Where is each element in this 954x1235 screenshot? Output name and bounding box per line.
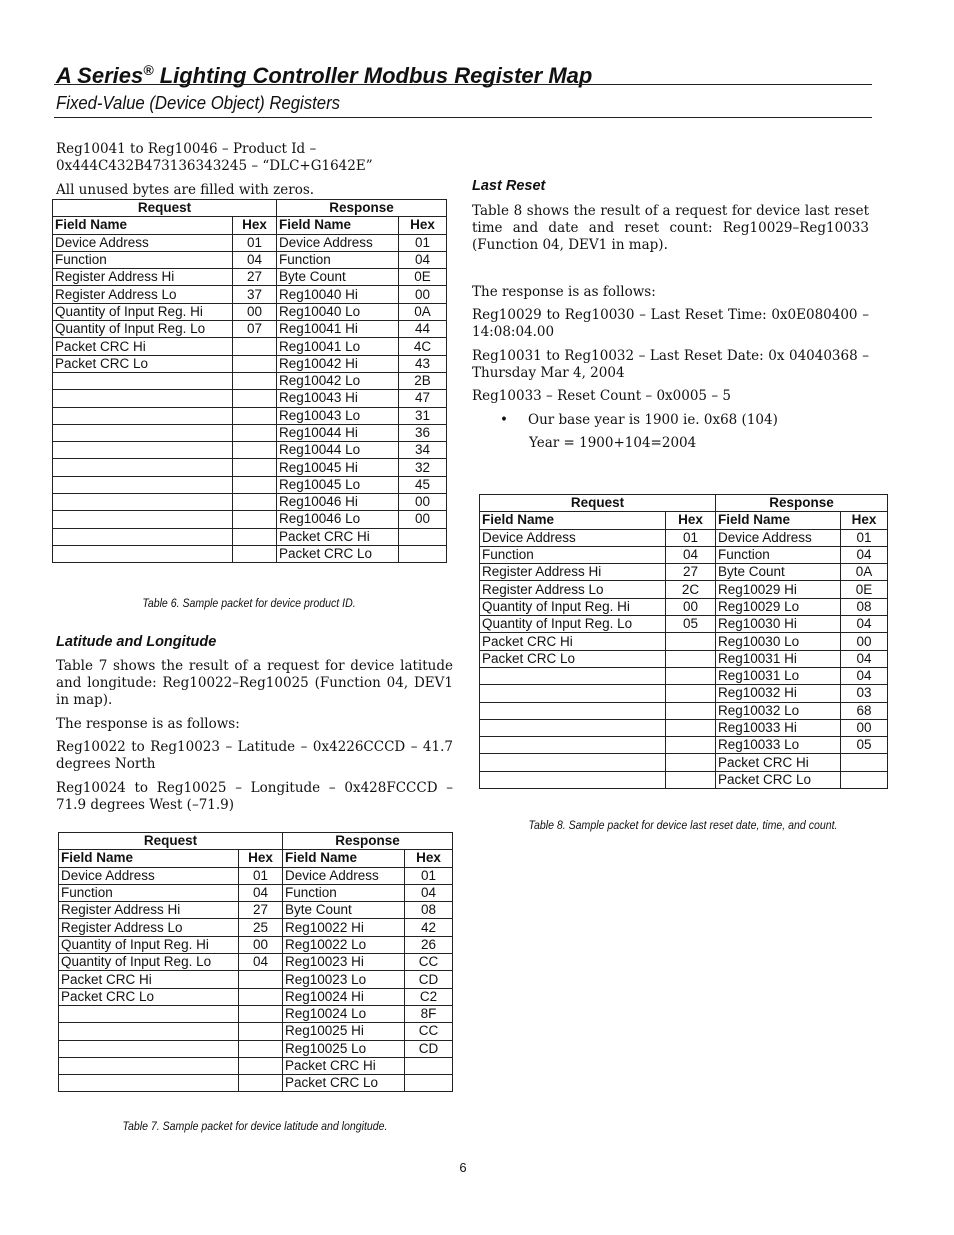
request-hex-cell: 37 <box>233 286 277 303</box>
table-row <box>53 424 447 441</box>
request-field-cell <box>53 476 233 493</box>
table-row <box>59 954 453 971</box>
request-hex-cell: 04 <box>239 954 283 971</box>
request-field-cell: Register Address Hi <box>59 902 239 919</box>
response-field-cell: Reg10029 Lo <box>716 598 841 615</box>
table-row <box>53 372 447 389</box>
response-field-cell: Byte Count <box>283 902 405 919</box>
bullet-subtext: Year = 1900+104=2004 <box>529 435 697 451</box>
response-group-header: Response <box>283 833 453 850</box>
product-id-line-2: 0x444C432B473136343245 – “DLC+G1642E” <box>56 158 373 174</box>
request-hex-cell <box>233 528 277 545</box>
response-hex-cell: 44 <box>399 321 447 338</box>
table-row <box>59 1075 453 1092</box>
table-row <box>480 564 888 581</box>
response-hex-cell: 42 <box>405 919 453 936</box>
response-group-header: Response <box>277 200 447 217</box>
table-row <box>53 528 447 545</box>
response-field-cell: Reg10032 Hi <box>716 685 841 702</box>
response-hex-cell <box>841 754 888 771</box>
table-row <box>480 771 888 788</box>
table-row <box>480 719 888 736</box>
col-hex: Hex <box>233 217 277 234</box>
response-field-cell: Function <box>283 884 405 901</box>
request-field-cell <box>59 1057 239 1074</box>
request-field-cell: Packet CRC Hi <box>59 971 239 988</box>
table-group-header <box>480 495 888 512</box>
response-field-cell: Reg10045 Lo <box>277 476 399 493</box>
request-field-cell <box>53 424 233 441</box>
col-field-name: Field Name <box>53 217 233 234</box>
product-id-intro <box>56 141 456 199</box>
request-hex-cell <box>666 737 716 754</box>
request-field-cell: Register Address Hi <box>480 564 666 581</box>
request-field-cell <box>53 528 233 545</box>
table-row <box>53 407 447 424</box>
request-hex-cell: 25 <box>239 919 283 936</box>
response-hex-cell <box>405 1057 453 1074</box>
request-hex-cell: 00 <box>666 598 716 615</box>
request-hex-cell: 05 <box>666 616 716 633</box>
table-row <box>480 650 888 667</box>
response-field-cell: Device Address <box>277 234 399 251</box>
request-field-cell: Function <box>480 546 666 563</box>
response-hex-cell: 26 <box>405 936 453 953</box>
latlon-paragraph-1: Table 7 shows the result of a request for device latitude and longitude: Reg10022–Reg10025 (Function 04, DEV1 in map). <box>56 658 453 708</box>
reset-paragraph-5: Reg10033 – Reset Count – 0x0005 – 5 <box>472 388 731 404</box>
request-hex-cell <box>666 633 716 650</box>
table-row <box>59 1005 453 1022</box>
request-field-cell: Quantity of Input Reg. Hi <box>53 303 233 320</box>
request-field-cell: Quantity of Input Reg. Hi <box>480 598 666 615</box>
request-field-cell: Packet CRC Lo <box>59 988 239 1005</box>
table-row <box>480 598 888 615</box>
table-column-header <box>480 512 888 529</box>
response-hex-cell: 68 <box>841 702 888 719</box>
response-field-cell: Reg10033 Hi <box>716 719 841 736</box>
request-field-cell <box>53 390 233 407</box>
page-subtitle: Fixed-Value (Device Object) Registers <box>56 93 341 113</box>
response-group-header: Response <box>716 495 888 512</box>
response-hex-cell: 01 <box>399 234 447 251</box>
response-hex-cell <box>399 545 447 562</box>
table-6-caption: Table 6. Sample packet for device product ID. <box>142 596 356 610</box>
reset-paragraph-2: The response is as follows: <box>472 284 656 300</box>
latlon-paragraph-2: The response is as follows: <box>56 716 240 732</box>
response-field-cell: Reg10023 Lo <box>283 971 405 988</box>
table-row <box>480 633 888 650</box>
table-row <box>59 971 453 988</box>
response-field-cell: Function <box>277 251 399 268</box>
last-reset-heading: Last Reset <box>472 178 546 194</box>
table-column-header <box>53 217 447 234</box>
request-hex-cell: 01 <box>233 234 277 251</box>
response-hex-cell: 04 <box>841 650 888 667</box>
product-id-line-3: All unused bytes are filled with zeros. <box>56 182 315 198</box>
request-field-cell: Register Address Lo <box>53 286 233 303</box>
table-row <box>53 286 447 303</box>
response-hex-cell: 32 <box>399 459 447 476</box>
bullet-text: Our base year is 1900 ie. 0x68 (104) <box>528 412 778 428</box>
reset-paragraph-1: Table 8 shows the result of a request for device last reset time and date and reset count: Reg10029–Reg10033 (Function 04, DEV1 in map). <box>472 203 869 253</box>
request-hex-cell: 01 <box>239 867 283 884</box>
table-row <box>53 321 447 338</box>
page-number: 6 <box>459 1160 467 1175</box>
table-row <box>59 884 453 901</box>
table-column-header <box>59 850 453 867</box>
latlon-paragraph-3: Reg10022 to Reg10023 – Latitude – 0x4226CCCD – 41.7 degrees North <box>56 739 453 772</box>
request-field-cell <box>480 771 666 788</box>
response-hex-cell: 08 <box>405 902 453 919</box>
request-hex-cell <box>239 988 283 1005</box>
response-hex-cell: 0A <box>841 564 888 581</box>
request-hex-cell <box>666 667 716 684</box>
table-row <box>59 1040 453 1057</box>
table-row <box>53 355 447 372</box>
col-field-name: Field Name <box>59 850 239 867</box>
response-field-cell: Reg10044 Hi <box>277 424 399 441</box>
request-field-cell: Quantity of Input Reg. Lo <box>53 321 233 338</box>
response-field-cell: Reg10041 Hi <box>277 321 399 338</box>
col-hex: Hex <box>239 850 283 867</box>
request-hex-cell <box>233 545 277 562</box>
response-field-cell: Reg10042 Lo <box>277 372 399 389</box>
response-field-cell: Reg10023 Hi <box>283 954 405 971</box>
response-hex-cell: 05 <box>841 737 888 754</box>
response-field-cell: Device Address <box>716 529 841 546</box>
response-hex-cell: 04 <box>841 546 888 563</box>
request-field-cell: Quantity of Input Reg. Lo <box>480 616 666 633</box>
response-hex-cell: 47 <box>399 390 447 407</box>
request-field-cell: Device Address <box>59 867 239 884</box>
response-hex-cell: 31 <box>399 407 447 424</box>
request-hex-cell: 27 <box>233 269 277 286</box>
table-row <box>53 459 447 476</box>
response-hex-cell: 01 <box>405 867 453 884</box>
response-hex-cell: C2 <box>405 988 453 1005</box>
request-hex-cell <box>239 971 283 988</box>
table-row <box>480 754 888 771</box>
request-hex-cell <box>233 355 277 372</box>
col-field-name-response: Field Name <box>716 512 841 529</box>
response-hex-cell: CD <box>405 1040 453 1057</box>
response-field-cell: Reg10025 Lo <box>283 1040 405 1057</box>
request-hex-cell: 01 <box>666 529 716 546</box>
response-hex-cell: 4C <box>399 338 447 355</box>
request-field-cell <box>480 702 666 719</box>
request-hex-cell <box>233 338 277 355</box>
title-rule <box>54 84 872 85</box>
response-hex-cell <box>841 771 888 788</box>
table-row <box>480 529 888 546</box>
response-field-cell: Reg10030 Lo <box>716 633 841 650</box>
response-field-cell: Reg10032 Lo <box>716 702 841 719</box>
request-hex-cell <box>666 719 716 736</box>
response-field-cell: Reg10043 Hi <box>277 390 399 407</box>
response-field-cell: Reg10029 Hi <box>716 581 841 598</box>
response-hex-cell <box>405 1075 453 1092</box>
request-field-cell <box>59 1005 239 1022</box>
request-field-cell <box>53 545 233 562</box>
table-row <box>53 494 447 511</box>
response-hex-cell: 0E <box>841 581 888 598</box>
request-hex-cell <box>239 1057 283 1074</box>
response-field-cell: Reg10025 Hi <box>283 1023 405 1040</box>
request-field-cell <box>480 719 666 736</box>
table-7-caption: Table 7. Sample packet for device latitude and longitude. <box>122 1119 388 1133</box>
response-hex-cell: 04 <box>841 616 888 633</box>
title-main: A Series <box>56 63 144 88</box>
request-hex-cell: 04 <box>233 251 277 268</box>
response-hex-cell: 08 <box>841 598 888 615</box>
response-hex-cell: 04 <box>841 667 888 684</box>
response-field-cell: Reg10045 Hi <box>277 459 399 476</box>
request-field-cell: Packet CRC Lo <box>53 355 233 372</box>
table-row <box>59 867 453 884</box>
table-row <box>53 545 447 562</box>
request-hex-cell <box>666 702 716 719</box>
response-hex-cell: 04 <box>405 884 453 901</box>
response-hex-cell: 03 <box>841 685 888 702</box>
response-field-cell: Reg10022 Lo <box>283 936 405 953</box>
table-row <box>59 902 453 919</box>
response-field-cell: Packet CRC Lo <box>716 771 841 788</box>
table-row <box>480 667 888 684</box>
request-field-cell: Function <box>53 251 233 268</box>
response-hex-cell: 00 <box>399 511 447 528</box>
request-hex-cell <box>233 390 277 407</box>
request-hex-cell: 2C <box>666 581 716 598</box>
response-hex-cell: 2B <box>399 372 447 389</box>
latlon-paragraph-4: Reg10024 to Reg10025 – Longitude – 0x428FCCCD – 71.9 degrees West (–71.9) <box>56 780 453 813</box>
request-group-header: Request <box>480 495 716 512</box>
table-product-id <box>52 199 447 563</box>
request-field-cell <box>53 511 233 528</box>
table-row <box>480 616 888 633</box>
request-field-cell: Register Address Lo <box>480 581 666 598</box>
request-field-cell: Register Address Lo <box>59 919 239 936</box>
request-field-cell: Quantity of Input Reg. Lo <box>59 954 239 971</box>
response-field-cell: Reg10030 Hi <box>716 616 841 633</box>
request-hex-cell: 04 <box>239 884 283 901</box>
request-hex-cell <box>233 442 277 459</box>
response-hex-cell: 01 <box>841 529 888 546</box>
title-rest: Lighting Controller Modbus Register Map <box>153 63 593 88</box>
col-hex: Hex <box>666 512 716 529</box>
request-hex-cell: 04 <box>666 546 716 563</box>
response-hex-cell: 0E <box>399 269 447 286</box>
response-hex-cell: 0A <box>399 303 447 320</box>
request-hex-cell <box>239 1023 283 1040</box>
table-row <box>53 269 447 286</box>
table-row <box>53 511 447 528</box>
response-field-cell: Device Address <box>283 867 405 884</box>
response-field-cell: Reg10046 Hi <box>277 494 399 511</box>
table-group-header <box>59 833 453 850</box>
response-hex-cell: 34 <box>399 442 447 459</box>
latlon-heading: Latitude and Longitude <box>56 634 217 650</box>
col-hex-response: Hex <box>399 217 447 234</box>
response-hex-cell: CD <box>405 971 453 988</box>
request-field-cell <box>480 754 666 771</box>
table-lat-lon <box>58 832 453 1092</box>
response-field-cell: Reg10043 Lo <box>277 407 399 424</box>
response-hex-cell: 43 <box>399 355 447 372</box>
col-field-name-response: Field Name <box>277 217 399 234</box>
response-field-cell: Reg10042 Hi <box>277 355 399 372</box>
request-field-cell <box>480 667 666 684</box>
request-hex-cell <box>233 511 277 528</box>
request-field-cell <box>59 1075 239 1092</box>
request-hex-cell: 00 <box>233 303 277 320</box>
response-field-cell: Packet CRC Hi <box>283 1057 405 1074</box>
response-hex-cell: 00 <box>399 494 447 511</box>
response-hex-cell: 00 <box>841 633 888 650</box>
request-field-cell <box>53 372 233 389</box>
request-hex-cell <box>233 476 277 493</box>
response-hex-cell: 04 <box>399 251 447 268</box>
request-field-cell: Device Address <box>53 234 233 251</box>
request-field-cell: Packet CRC Hi <box>53 338 233 355</box>
response-field-cell: Reg10024 Lo <box>283 1005 405 1022</box>
table-row <box>480 685 888 702</box>
table-row <box>59 936 453 953</box>
table-row <box>59 919 453 936</box>
col-field-name-response: Field Name <box>283 850 405 867</box>
request-hex-cell: 27 <box>239 902 283 919</box>
table-row <box>53 234 447 251</box>
request-hex-cell <box>233 372 277 389</box>
request-hex-cell <box>666 685 716 702</box>
table-row <box>53 442 447 459</box>
table-row <box>53 390 447 407</box>
col-hex-response: Hex <box>405 850 453 867</box>
table-row <box>53 303 447 320</box>
request-hex-cell <box>239 1040 283 1057</box>
table-8-caption: Table 8. Sample packet for device last reset date, time, and count. <box>528 818 838 832</box>
request-hex-cell <box>666 650 716 667</box>
request-group-header: Request <box>53 200 277 217</box>
response-hex-cell: CC <box>405 1023 453 1040</box>
request-field-cell <box>53 459 233 476</box>
table-row <box>59 1057 453 1074</box>
request-hex-cell <box>666 771 716 788</box>
request-hex-cell <box>233 459 277 476</box>
table-row <box>53 251 447 268</box>
request-hex-cell: 00 <box>239 936 283 953</box>
response-field-cell: Reg10033 Lo <box>716 737 841 754</box>
request-field-cell <box>480 737 666 754</box>
table-last-reset <box>479 494 888 789</box>
subtitle-rule <box>54 117 872 118</box>
response-field-cell: Reg10022 Hi <box>283 919 405 936</box>
reset-paragraph-3: Reg10029 to Reg10030 – Last Reset Time: 0x0E080400 – 14:08:04.00 <box>472 307 869 340</box>
bullet-marker: • <box>500 412 508 428</box>
request-hex-cell <box>239 1075 283 1092</box>
response-field-cell: Reg10031 Lo <box>716 667 841 684</box>
request-field-cell: Device Address <box>480 529 666 546</box>
table-row <box>480 737 888 754</box>
response-hex-cell: 8F <box>405 1005 453 1022</box>
request-hex-cell <box>233 407 277 424</box>
request-hex-cell: 07 <box>233 321 277 338</box>
response-field-cell: Reg10031 Hi <box>716 650 841 667</box>
col-hex-response: Hex <box>841 512 888 529</box>
table-row <box>53 338 447 355</box>
request-hex-cell: 27 <box>666 564 716 581</box>
request-field-cell <box>53 442 233 459</box>
bullet-item <box>500 412 778 429</box>
table-row <box>480 702 888 719</box>
response-hex-cell: 00 <box>841 719 888 736</box>
request-hex-cell <box>666 754 716 771</box>
request-hex-cell <box>233 424 277 441</box>
response-field-cell: Reg10046 Lo <box>277 511 399 528</box>
table-row <box>59 1023 453 1040</box>
response-field-cell: Reg10024 Hi <box>283 988 405 1005</box>
request-field-cell: Quantity of Input Reg. Hi <box>59 936 239 953</box>
response-hex-cell <box>399 528 447 545</box>
request-field-cell: Packet CRC Lo <box>480 650 666 667</box>
response-field-cell: Packet CRC Lo <box>283 1075 405 1092</box>
table-row <box>480 546 888 563</box>
request-field-cell <box>53 494 233 511</box>
product-id-line-1: Reg10041 to Reg10046 – Product Id – <box>56 141 317 157</box>
response-field-cell: Reg10040 Lo <box>277 303 399 320</box>
request-hex-cell <box>233 494 277 511</box>
table-row <box>480 581 888 598</box>
response-field-cell: Reg10044 Lo <box>277 442 399 459</box>
request-field-cell <box>480 685 666 702</box>
response-hex-cell: CC <box>405 954 453 971</box>
registered-mark: ® <box>143 62 154 78</box>
reset-paragraph-4: Reg10031 to Reg10032 – Last Reset Date: 0x 04040368 – Thursday Mar 4, 2004 <box>472 348 869 381</box>
request-field-cell <box>53 407 233 424</box>
request-hex-cell <box>239 1005 283 1022</box>
request-field-cell <box>59 1040 239 1057</box>
table-row <box>59 988 453 1005</box>
response-field-cell: Reg10040 Hi <box>277 286 399 303</box>
response-hex-cell: 45 <box>399 476 447 493</box>
table-group-header <box>53 200 447 217</box>
response-field-cell: Function <box>716 546 841 563</box>
request-group-header: Request <box>59 833 283 850</box>
response-hex-cell: 36 <box>399 424 447 441</box>
response-field-cell: Reg10041 Lo <box>277 338 399 355</box>
request-field-cell: Register Address Hi <box>53 269 233 286</box>
table-row <box>53 476 447 493</box>
response-field-cell: Byte Count <box>277 269 399 286</box>
response-field-cell: Packet CRC Hi <box>716 754 841 771</box>
response-field-cell: Packet CRC Hi <box>277 528 399 545</box>
request-field-cell: Packet CRC Hi <box>480 633 666 650</box>
response-field-cell: Byte Count <box>716 564 841 581</box>
col-field-name: Field Name <box>480 512 666 529</box>
response-field-cell: Packet CRC Lo <box>277 545 399 562</box>
request-field-cell: Function <box>59 884 239 901</box>
request-field-cell <box>59 1023 239 1040</box>
response-hex-cell: 00 <box>399 286 447 303</box>
